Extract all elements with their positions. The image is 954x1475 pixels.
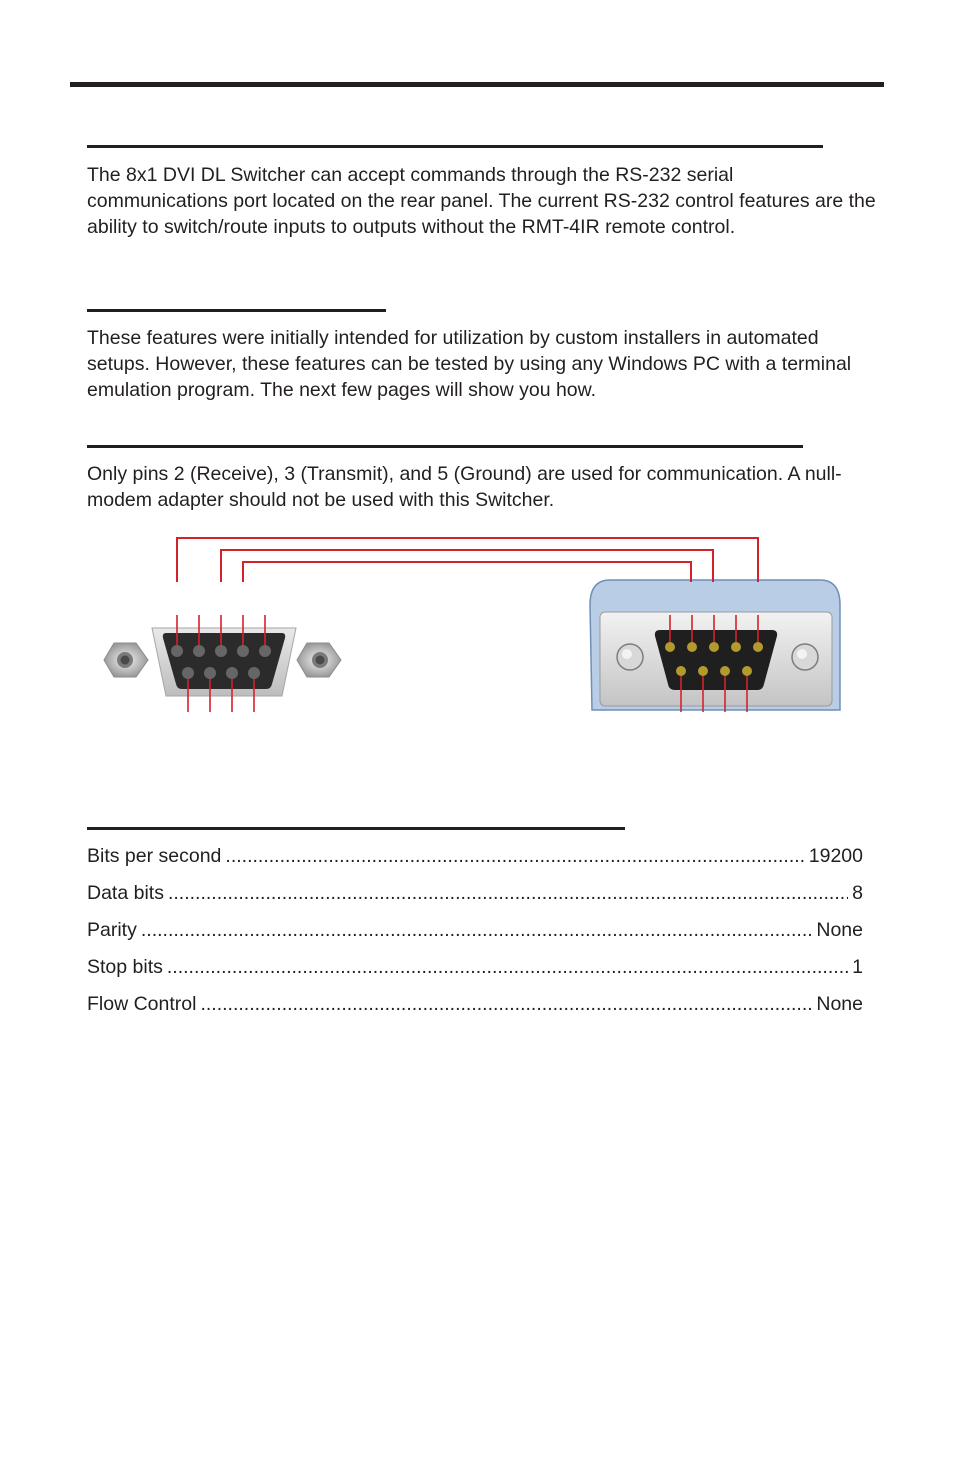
setting-row-data-bits	[87, 880, 863, 917]
female-db9-connector	[104, 628, 341, 696]
section-heading-rule-communication-settings	[87, 827, 625, 830]
leader-dots	[168, 880, 848, 906]
wire-pin-3-transmit	[221, 550, 713, 582]
setting-value: None	[816, 919, 863, 941]
leader-dots	[200, 991, 812, 1017]
setting-label: Flow Control	[87, 993, 197, 1015]
pins-paragraph: Only pins 2 (Receive), 3 (Transmit), and 5 (Ground) are used for communication. A null-modem adapter should not be used with this Switcher.	[87, 463, 842, 511]
setting-label: Bits per second	[87, 845, 222, 867]
setting-value: 19200	[808, 845, 863, 867]
usage-paragraph: These features were initially intended for utilization by custom installers in automated setups. However, these features can be tested by using any Windows PC with a terminal emulation program. The next few pages will show you how.	[87, 327, 852, 401]
wire-pin-2-receive	[243, 562, 691, 582]
db9-connector-diagram	[0, 520, 954, 730]
wire-pin-5-ground	[177, 538, 758, 582]
communication-settings-list	[87, 843, 863, 1028]
setting-label: Data bits	[87, 882, 164, 904]
hex-nut-left-icon	[104, 643, 148, 677]
setting-value: None	[816, 993, 863, 1015]
section-heading-rule-rs232	[87, 145, 823, 148]
leader-dots	[167, 954, 848, 980]
setting-row-parity	[87, 917, 863, 954]
setting-row-flow-control	[87, 991, 863, 1028]
thumbscrew-right-icon	[792, 644, 818, 670]
page-header-rule	[70, 82, 884, 87]
thumbscrew-left-icon	[617, 644, 643, 670]
setting-label: Parity	[87, 919, 137, 941]
setting-row-bits-per-second	[87, 843, 863, 880]
setting-label: Stop bits	[87, 956, 163, 978]
section-heading-rule-pin-configuration	[87, 445, 803, 448]
setting-value: 1	[852, 956, 863, 978]
intro-paragraph: The 8x1 DVI DL Switcher can accept commands through the RS-232 serial communications port located on the rear panel. The current RS-232 control features are the ability to switch/route inputs to outputs without the RMT-4IR remote control.	[87, 164, 876, 238]
section-heading-rule-applications	[87, 309, 386, 312]
setting-value: 8	[852, 882, 863, 904]
female-socket-shell	[163, 633, 285, 689]
hex-nut-right-icon	[297, 643, 341, 677]
male-db9-connector	[590, 580, 840, 710]
leader-dots	[141, 917, 813, 943]
leader-dots	[225, 843, 804, 869]
wiring-lines	[177, 538, 758, 582]
setting-row-stop-bits	[87, 954, 863, 991]
